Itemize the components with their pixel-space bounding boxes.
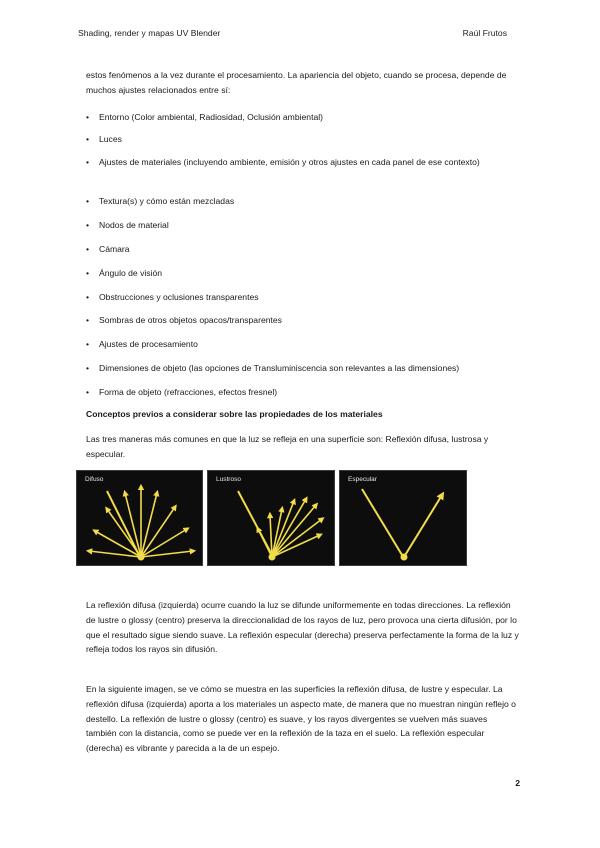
glossy-label: Lustroso	[216, 476, 241, 483]
list-item: • Textura(s) y cómo están mezcladas	[86, 196, 235, 206]
diffuse-reflection-figure	[76, 470, 203, 566]
specular-rays	[362, 489, 442, 557]
list-item: • Cámara	[86, 244, 130, 254]
page-number: 2	[515, 778, 520, 788]
intro-paragraph: estos fenómenos a la vez durante el procesamiento. La apariencia del objeto, cuando se procesa, depende de muchos ajustes relacionados entre sí:	[86, 70, 507, 95]
specular-hit-point	[401, 554, 408, 561]
list-item: • Dimensiones de objeto (las opciones de Transluminiscencia son relevantes a las dimensiones)	[86, 363, 460, 373]
list-item: • Obstrucciones y oclusiones transparentes	[86, 292, 259, 302]
list-item: • Ajustes de materiales (incluyendo ambiente, emisión y otros ajustes en cada panel de ese contexto)	[86, 157, 480, 167]
specular-reflection-figure	[339, 470, 467, 566]
list-item: • Luces	[86, 134, 122, 144]
list-item: • Entorno (Color ambiental, Radiosidad, Oclusión ambiental)	[86, 112, 324, 122]
list-item: • Forma de objeto (refracciones, efectos fresnel)	[86, 387, 278, 397]
list-item: • Ángulo de visión	[86, 268, 163, 278]
reflection-explanation-paragraph: La reflexión difusa (izquierda) ocurre cuando la luz se difunde uniformemente en todas direcciones. La reflexión de lustre o glossy (centro) preserva la direccionalidad de los rayos de luz, pero provoca una cierta difusión, por lo que el resultado sigue siendo suave. La reflexión especular (derecha) preserva perfectamente la forma de la luz y refleja todos los rayos sin difusión.	[86, 600, 519, 655]
glossy-reflection-figure	[207, 470, 335, 566]
list-item: • Sombras de otros objetos opacos/transparentes	[86, 315, 282, 325]
diffuse-rays-graphic	[77, 471, 203, 566]
diffuse-hit-point	[138, 554, 145, 561]
list-item: • Ajustes de procesamiento	[86, 339, 198, 349]
image-description-paragraph: En la siguiente imagen, se ve cómo se muestra en las superficies la reflexión difusa, de lustre y especular. La reflexión difusa (izquierda) aporta a los materiales un aspecto mate, de manera que no muestran ningún reflejo o destello. La reflexión de lustre o glossy (centro) es suave, y los rayos divergentes se vuelven más suaves también con la distancia, como se puede ver en la reflexión de la taza en el suelo. La reflexión especular (derecha) es vibrante y parecida a la de un espejo.	[86, 684, 516, 754]
list-item: • Nodos de material	[86, 220, 169, 230]
specular-label: Especular	[348, 476, 377, 483]
diffuse-label: Difuso	[85, 476, 104, 483]
reflection-types-paragraph: Las tres maneras más comunes en que la luz se refleja en una superficie son: Reflexión difusa, lustrosa y especular.	[86, 434, 489, 459]
specular-rays-graphic	[340, 471, 467, 566]
header-title: Shading, render y mapas UV Blender	[78, 28, 221, 38]
section-subheading: Conceptos previos a considerar sobre las propiedades de los materiales	[86, 409, 383, 419]
glossy-rays	[238, 491, 322, 557]
diffuse-rays	[89, 487, 193, 557]
glossy-rays-graphic	[208, 471, 335, 566]
glossy-hit-point	[269, 554, 276, 561]
header-author: Raúl Frutos	[462, 28, 507, 38]
